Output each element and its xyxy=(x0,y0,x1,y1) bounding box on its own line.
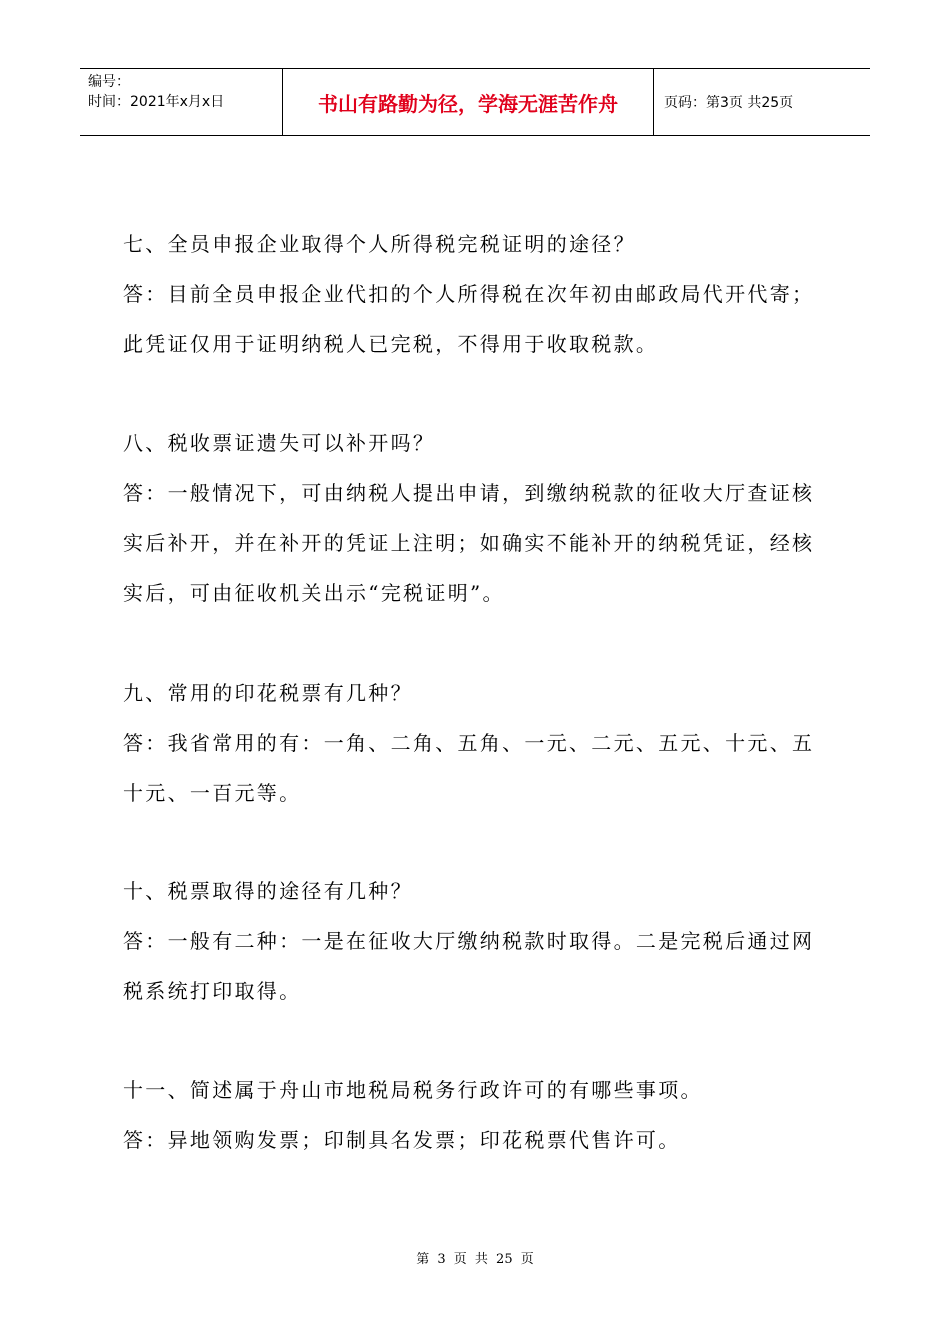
time-label: 时间：2021年x月x日 xyxy=(88,94,225,110)
page-header xyxy=(80,68,870,136)
answer-line: 十元、一百元等。 xyxy=(123,781,302,805)
question-heading: 十一、简述属于舟山市地税局税务行政许可的有哪些事项。 xyxy=(123,1078,703,1102)
answer-line: 实后补开，并在补开的凭证上注明；如确实不能补开的纳税凭证，经核 xyxy=(123,531,815,555)
answer-line: 实后，可由征收机关出示“完税证明”。 xyxy=(123,581,505,605)
header-motto: 书山有路勤为径，学海无涯苦作舟 xyxy=(282,69,654,135)
answer-line: 税系统打印取得。 xyxy=(123,979,302,1003)
answer-line: 此凭证仅用于证明纳税人已完税，不得用于收取税款。 xyxy=(123,332,659,356)
question-heading: 十、税票取得的途径有几种？ xyxy=(123,879,413,903)
answer-line: 答：异地领购发票；印制具名发票；印花税票代售许可。 xyxy=(123,1128,681,1152)
header-page-info: 页码：第3页 共25页 xyxy=(664,95,794,111)
answer-line: 答：我省常用的有：一角、二角、五角、一元、二元、五元、十元、五 xyxy=(123,731,815,755)
serial-label: 编号： xyxy=(88,74,130,90)
question-heading: 七、全员申报企业取得个人所得税完税证明的途径？ xyxy=(123,232,636,256)
answer-line: 答：一般情况下，可由纳税人提出申请，到缴纳税款的征收大厅查证核 xyxy=(123,481,815,505)
page-footer: 第 3 页 共 25 页 xyxy=(416,1252,534,1267)
question-heading: 八、税收票证遗失可以补开吗？ xyxy=(123,431,436,455)
header-meta xyxy=(80,69,282,135)
answer-line: 答：一般有二种：一是在征收大厅缴纳税款时取得。二是完税后通过网 xyxy=(123,929,815,953)
answer-line: 答：目前全员申报企业代扣的个人所得税在次年初由邮政局代开代寄； xyxy=(123,282,815,306)
question-heading: 九、常用的印花税票有几种？ xyxy=(123,681,413,705)
